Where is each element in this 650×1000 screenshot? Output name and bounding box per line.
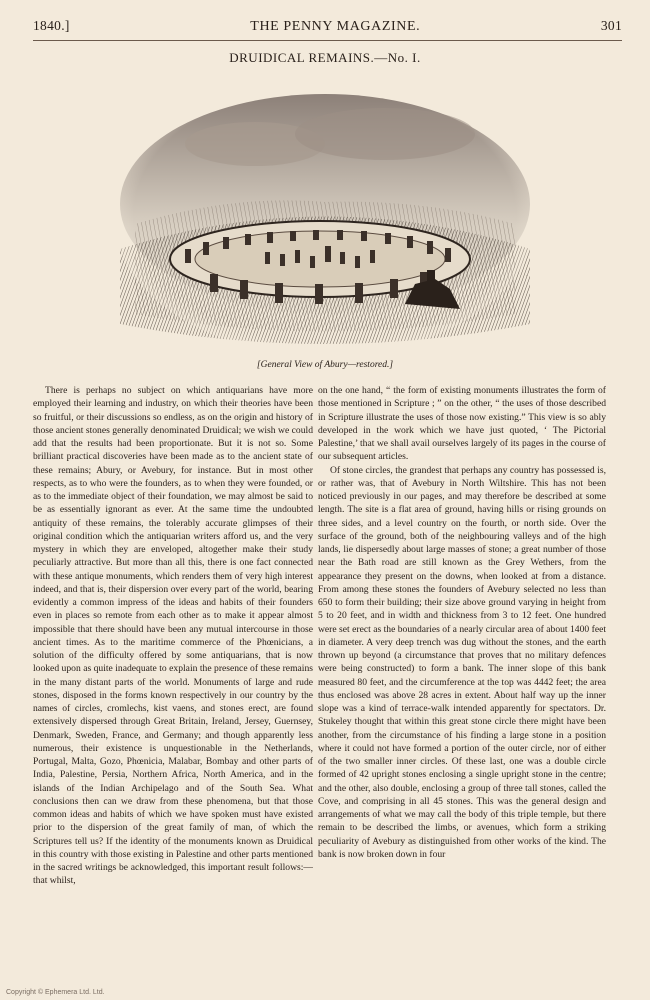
illustration-caption: [General View of Abury—restored.] (256, 360, 394, 370)
paragraph: Of stone circles, the grandest that perhaps any country has possessed is, or rather was, that of Avebury in North Wiltshire. This has not been noticed previously in our pages, and may therefore be described at some length. The site is a flat area of ground, having hills or rising grounds on three sides, and a level country on the fourth, or north side. Over the surface of the ground, both of the neighbouring valleys and of the high lands, lie dispersedly about large masses of stone; a great number of those near the Bath road are still known as the Grey Wethers, from the appearance they present on the downs, when looked at from a distance. From among these stones the founders of Avebury selected no less than 650 to form their building; their size above ground varying in height from 5 to 20 feet, and in width and thickness from 3 to 12 feet. One hundred were set erect as the boundaries of a nearly circular area of about 1400 feet in diameter. A very deep trench was dug without the stones, and the earth thrown up beyond (a circumstance that proves that no military defences were being constructed) to form a bank. The inner slope of this bank measured 80 feet, and the circumference at the top was 4442 feet; the area thus enclosed was above 28 acres in extent. About half way up the inner slope was a kind of terrace-walk intended apparently for spectators. Dr. Stukeley thought that within this great stone circle there might have been another, from the circumstance of his finding a large stone in a position where it could not have formed a portion of the outer circle, nor of either of the two smaller inner circles. Of these last, one was a double circle formed of 42 upright stones enclosing a single upright stone in the centre; and the other, also double, enclosing a group of three tall stones, called the Cove, and comprising in all 45 stones. This was the general design and arrangements of what we may call the body of this triple temple, but there remain to be described the limbs, or avenues, which form a striking peculiarity of Avebury as distinguished from other works of the kind. The bank is now broken down in four (318, 464, 606, 860)
abury-engraving-illustration (115, 74, 535, 354)
paragraph: There is perhaps no subject on which antiquarians have more employed their learning and industry, on which their theories have been so fruitful, or their discussions so endless, as on the origin and history of those ancient stones generally denominated Druidical; we wish we could add that the results had been proportionate. But it is not so. Some brilliant practical discoveries have been made as to the ancient state of these remains; Abury, or Avebury, for instance. But in most other respects, as to who were the founders, as to when they were founded, or as to the immediate object of their foundation, we may almost be said to be as essentially ignorant as ever. At the same time the undoubted antiquity of these remains, the tolerably accurate glimpses of their original condition which the antiquarian writers afford us, and the very mystery in which they are enveloped, altogether make their study peculiarly attractive. But more than all this, there is one fact connected with these antique monuments, which renders them of very high interest indeed, and that is, their dispersion over every part of the world, bearing evidently a common impress of the ideas and habits of their founders even in places so remote from each other as to make it appear almost impossible that there should have been any mutual intercourse in those ancient times. As to the maritime commerce of the Phœnicians, a solution of the difficulty offered by some antiquarians, that is now looked upon as quite inadequate to explain the presence of these remains in the many distant parts of the world. Monuments of large and rude stones, disposed in the forms known respectively in our country by the names of circles, cromlechs, kist vaens, and stones erect, are found extensively dispersed through Great Britain, Ireland, Jersey, Guernsey, Denmark, Sweden, France, and Germany; and though apparently less numerous, their existence is unquestionable in the Netherlands, Portugal, Malta, Gozo, Phœnicia, Malabar, Bombay and other parts of India, Palestine, Persia, Northern Africa, North America, and in the islands of the Indian Archipelago and of the South Sea. What conclusions then can we draw from these phenomena, but that those common ideas and habits of which we have spoken must have existed prior to the dispersion of the great family of man, of which the Scriptures tell us? If the identity of the monuments known as Druidical in this country with those existing in Palestine and other parts mentioned in the sacred writings be acknowledged, this important result follows:—that whilst, (33, 385, 313, 887)
page-number: 301 (600, 18, 622, 33)
left-text-column (33, 384, 313, 979)
header-rule (33, 40, 622, 41)
section-title: DRUIDICAL REMAINS.—No. I. (229, 50, 421, 65)
magazine-title: THE PENNY MAGAZINE. (250, 19, 421, 34)
running-header (33, 18, 622, 38)
header-year: 1840.] (33, 18, 70, 33)
right-text-column (318, 384, 606, 979)
copyright-footer: Copyright © Ephemera Ltd. Ltd. (6, 989, 105, 996)
paragraph: on the one hand, “ the form of existing monuments illustrates the form of those mentioned in Scripture ; ” on the other, “ the uses of those described in Scripture illustrate the uses of those now existing.” This view is so ably developed in the work which we have just quoted, ‘ The Pictorial Palestine,’ that we shall avail ourselves largely of its pages in the course of our subsequent articles. (318, 385, 606, 463)
